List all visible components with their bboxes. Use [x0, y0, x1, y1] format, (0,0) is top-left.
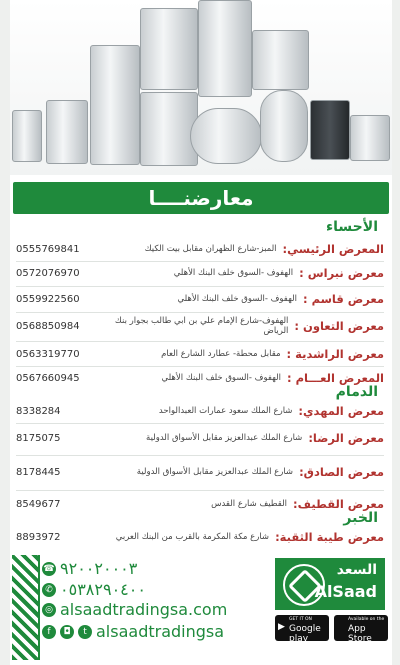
- phone-icon: ☎: [43, 563, 55, 574]
- showroom-name: المعرض الرئيسي:: [282, 242, 384, 256]
- showroom-phone[interactable]: 8893972: [16, 531, 61, 543]
- showroom-name: معرض الرضا:: [308, 431, 384, 445]
- google-play-label: Google play: [289, 624, 321, 644]
- whatsapp-contact[interactable]: [42, 580, 146, 599]
- showroom-name: معرض نبراس :: [299, 266, 384, 280]
- appliance-shape: [12, 110, 42, 162]
- showroom-row: [16, 402, 384, 420]
- phone-number: ٩٢٠٠٢٠٠٠٣: [60, 559, 138, 578]
- section-heading: الدمام: [335, 384, 378, 400]
- section-heading: الخبر: [343, 510, 378, 526]
- showrooms-card: [10, 0, 392, 665]
- showroom-address: مقابل محطة- عطارد الشارع العام: [161, 349, 281, 359]
- showroom-row: [16, 495, 384, 513]
- divider: [16, 423, 384, 424]
- showroom-name: معرض المهدي:: [298, 404, 384, 418]
- divider: [16, 312, 384, 313]
- website-text: alsaadtradingsa.com: [60, 600, 228, 619]
- page-title: معارضنــــا: [148, 186, 254, 210]
- website-link[interactable]: [42, 600, 227, 619]
- showroom-name: معرض طيبة الثقبة:: [275, 530, 384, 544]
- appliance-shape: [46, 100, 88, 164]
- showroom-phone[interactable]: 8338284: [16, 405, 61, 417]
- showroom-phone[interactable]: 8549677: [16, 498, 61, 510]
- play-icon: ▶: [278, 622, 285, 632]
- appliance-shape: [310, 100, 350, 160]
- appliance-shape: [140, 8, 198, 90]
- appliance-shape: [350, 115, 390, 161]
- showroom-address: شارع الملك عبدالعزيز مقابل الأسواق الدولية: [146, 433, 303, 443]
- twitter-icon: t: [78, 625, 92, 639]
- showroom-address: المبز-شارع الظهران مقابل بيت الكيك: [144, 244, 277, 254]
- appliance-shape: [90, 45, 140, 165]
- showroom-row: [16, 345, 384, 363]
- social-handle-text: alsaadtradingsa: [96, 622, 225, 641]
- whatsapp-icon: ✆: [42, 583, 56, 597]
- showroom-name: معرض التعاون :: [294, 319, 384, 333]
- divider: [16, 261, 384, 262]
- showroom-name: معرض قاسم :: [302, 292, 384, 306]
- alsaad-logo: [275, 558, 385, 610]
- app-store-caption: Available on the: [348, 617, 385, 622]
- showroom-address: شارع الملك سعود عمارات العبدالواحد: [158, 406, 293, 416]
- appliance-shape: [260, 90, 308, 162]
- footer: [10, 555, 392, 665]
- app-store-button[interactable]: [334, 615, 388, 644]
- divider: [16, 286, 384, 287]
- showroom-phone[interactable]: 0555769841: [16, 243, 80, 255]
- showroom-row: [16, 240, 384, 258]
- facebook-icon: f: [42, 625, 56, 639]
- showroom-phone[interactable]: 0568850984: [16, 320, 80, 332]
- showroom-address: الهفوف -السوق خلف البنك الأهلي: [177, 294, 297, 304]
- divider: [16, 366, 384, 367]
- google-play-caption: GET IT ON: [289, 617, 312, 622]
- appliance-shape: [198, 0, 252, 97]
- decorative-pattern: [12, 555, 40, 660]
- showroom-row: [16, 426, 384, 450]
- showroom-phone[interactable]: 0559922560: [16, 293, 80, 305]
- divider: [16, 455, 384, 456]
- showroom-address: القطيف شارع القدس: [211, 499, 288, 509]
- whatsapp-number: ٠٥٣٨٢٩٠٤٠٠: [60, 580, 146, 599]
- showroom-address: شارع مكة المكرمة بالقرب من البنك العربي: [115, 532, 270, 542]
- showroom-phone[interactable]: 8178445: [16, 466, 61, 478]
- divider: [16, 341, 384, 342]
- appliances-banner-image: [10, 0, 392, 175]
- showroom-address: الهفوف -السوق خلف البنك الأهلي: [161, 373, 282, 383]
- showroom-row: [16, 290, 384, 308]
- showroom-row: [16, 264, 384, 282]
- showroom-row: [16, 369, 384, 387]
- google-play-button[interactable]: [275, 615, 329, 644]
- showroom-name: معرض القطيف:: [293, 497, 384, 511]
- showroom-phone[interactable]: 0572076970: [16, 267, 80, 279]
- app-store-label: App Store: [348, 624, 372, 644]
- instagram-icon: ◘: [60, 625, 74, 639]
- showroom-name: معرض الصادق:: [299, 465, 384, 479]
- appliance-shape: [140, 92, 198, 166]
- showroom-address: شارع الملك عبدالعزيز مقابل الأسواق الدولية: [136, 467, 294, 477]
- brand-name-arabic: السعد: [336, 562, 377, 578]
- showroom-address: الهفوف -السوق خلف البنك الأهلي: [173, 268, 294, 278]
- title-banner: [13, 182, 389, 214]
- showroom-name: المعرض العـــام :: [287, 371, 384, 385]
- brand-name-english: AlSaad: [314, 582, 377, 601]
- showroom-phone[interactable]: 0567660945: [16, 372, 80, 384]
- phone-contact[interactable]: [42, 559, 137, 578]
- divider: [16, 490, 384, 491]
- showroom-row: [16, 314, 384, 338]
- section-heading: الأحساء: [326, 219, 378, 235]
- showroom-name: معرض الراشدية :: [286, 347, 384, 361]
- showroom-row: [16, 525, 384, 549]
- showroom-phone[interactable]: 8175075: [16, 432, 61, 444]
- showroom-address: الهفوف-شارع الإمام علي بن ابي طالب بجوار بنك الرياض: [114, 316, 289, 336]
- appliance-shape: [252, 30, 309, 90]
- social-handle[interactable]: [42, 622, 224, 641]
- showroom-phone[interactable]: 0563319770: [16, 348, 80, 360]
- globe-icon: ◎: [42, 603, 56, 617]
- appliance-shape: [190, 108, 262, 164]
- showroom-row: [16, 460, 384, 484]
